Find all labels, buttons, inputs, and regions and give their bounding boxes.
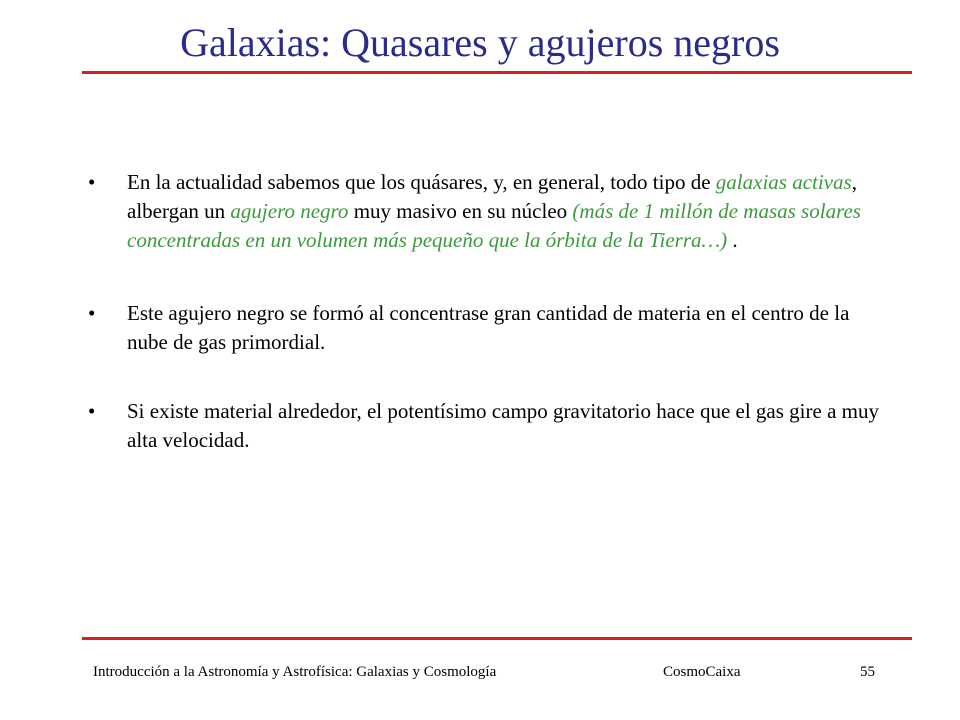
bullet-item: [88, 168, 888, 255]
footer-venue: CosmoCaixa: [663, 664, 741, 680]
bullet-text: Este agujero negro se formó al concentrase gran cantidad de materia en el centro de la nube de gas primordial.: [127, 301, 850, 354]
slide-title: Galaxias: Quasares y agujeros negros: [180, 20, 780, 65]
bullet-item: [88, 299, 888, 357]
footer-course-title: Introducción a la Astronomía y Astrofísica: Galaxias y Cosmología: [93, 664, 497, 680]
bullet-text-segment: , albergan un: [127, 170, 857, 223]
bullet-text-segment: .: [727, 228, 738, 252]
bullet-text-segment: muy masivo en su núcleo: [348, 199, 573, 223]
footer-divider: [82, 637, 912, 640]
bullet-item: [88, 397, 888, 455]
bullet-text: [127, 170, 861, 252]
bullet-list: [88, 168, 888, 455]
bullet-emphasis: agujero negro: [230, 199, 349, 223]
bullet-text: Si existe material alrededor, el potentísimo campo gravitatorio hace que el gas gire a muy alta velocidad.: [127, 399, 879, 452]
title-divider: [82, 71, 912, 74]
bullet-marker: •: [88, 170, 96, 194]
bullet-marker: •: [88, 301, 96, 325]
page-number: 55: [860, 664, 875, 680]
bullet-marker: •: [88, 399, 96, 423]
bullet-emphasis: galaxias activas: [715, 170, 852, 194]
bullet-text-segment: En la actualidad sabemos que los quásares, y, en general, todo tipo de: [127, 170, 716, 194]
bullet-emphasis: (más de 1 millón de masas solares concentradas en un volumen más pequeño que la órbita de la Tierra…): [127, 199, 861, 252]
